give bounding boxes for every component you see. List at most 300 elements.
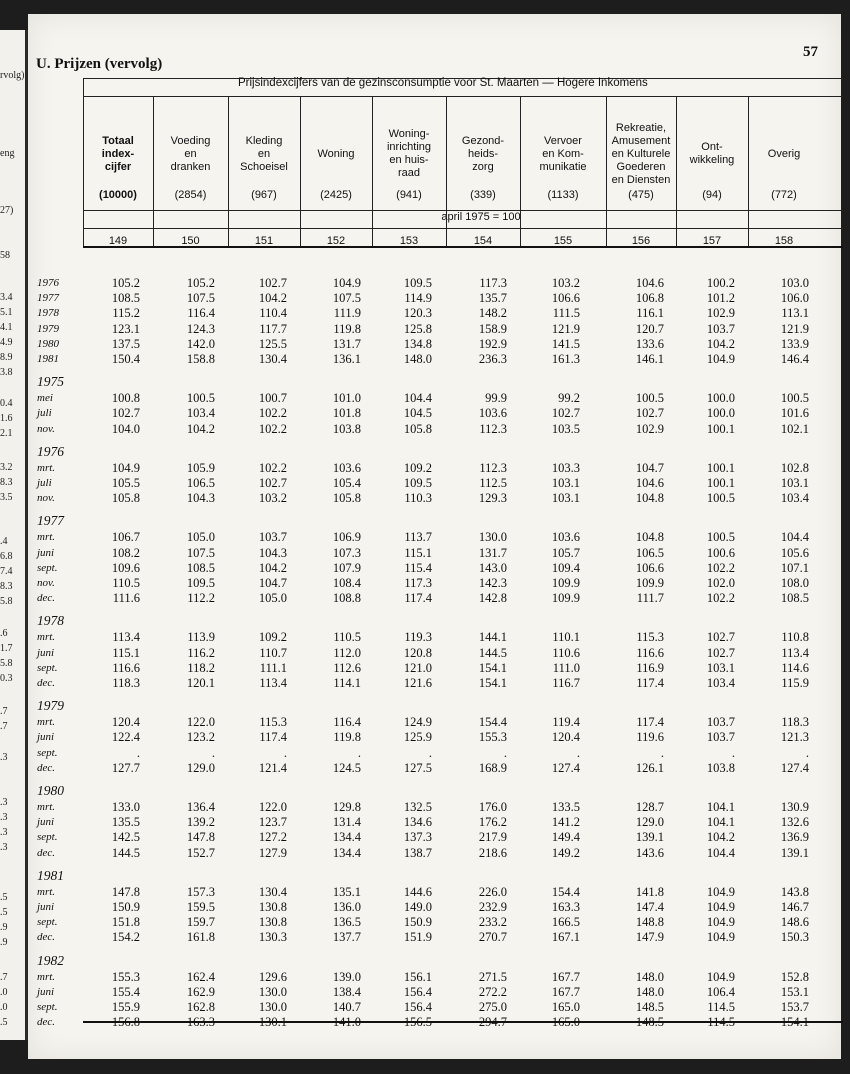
- column-weight: (941): [396, 189, 422, 201]
- table-cell: 105.0: [186, 530, 215, 545]
- table-cell: 123.2: [186, 730, 215, 745]
- table-cell: .: [428, 745, 432, 760]
- table-cell: 129.8: [332, 800, 361, 814]
- column-index: 149: [108, 235, 128, 247]
- table-cell: 167.1: [551, 930, 580, 945]
- table-cell: 113.1: [781, 306, 809, 321]
- table-cell: 104.7: [258, 576, 287, 590]
- column-index: 156: [631, 235, 651, 247]
- column-header-line: en huis-: [389, 154, 429, 166]
- table-cell: 133.5: [551, 800, 580, 814]
- table-cell: 167.7: [551, 969, 580, 984]
- table-cell: 138.4: [332, 984, 361, 999]
- table-cell: 150.3: [780, 930, 809, 945]
- column-index: 150: [181, 235, 200, 247]
- column-separator: [676, 96, 677, 246]
- table-cell: 102.9: [706, 306, 735, 321]
- table-cell: 104.1: [706, 800, 735, 814]
- strip-fragment: 5.8: [0, 658, 13, 669]
- table-cell: 103.1: [551, 476, 580, 490]
- table-cell: 104.2: [706, 336, 735, 351]
- table-cell: 102.1: [780, 421, 809, 436]
- row-label: dec.: [37, 677, 56, 689]
- table-cell: 105.0: [258, 591, 287, 606]
- table-cell: 135.1: [332, 884, 361, 899]
- table-cell: 115.3: [259, 715, 287, 730]
- table-cell: 120.3: [403, 306, 432, 321]
- table-cell: 100.8: [111, 391, 140, 406]
- table-cell: 130.8: [258, 915, 287, 930]
- table-cell: 113.4: [259, 676, 287, 690]
- table-cell: 100.7: [258, 391, 287, 406]
- table-cell: 122.0: [258, 800, 287, 814]
- row-label: mrt.: [37, 970, 56, 983]
- table-cell: 103.8: [332, 421, 361, 436]
- table-cell: 105.2: [111, 276, 140, 290]
- table-cell: 104.9: [706, 930, 735, 945]
- table-cell: 122.4: [111, 730, 140, 745]
- table-cell: 113.9: [187, 630, 215, 645]
- column-header-line: en Kulturele: [611, 147, 671, 160]
- table-title: Prijsindexcijfers van de gezinsconsumptie voor St. Maarten — Hogere Inkomens: [238, 77, 648, 89]
- table-cell: 141.5: [551, 336, 580, 351]
- table-cell: 112.3: [479, 421, 507, 436]
- table-cell: 270.7: [478, 930, 507, 945]
- table-cell: 154.4: [478, 715, 507, 730]
- table-cell: 102.0: [706, 576, 735, 590]
- table-cell: 110.3: [404, 491, 432, 506]
- table-cell: 130.8: [258, 900, 287, 914]
- year-group-label: 1982: [37, 952, 64, 968]
- table-cell: 105.5: [111, 476, 140, 490]
- table-cell: 104.3: [258, 545, 287, 560]
- table-cell: 127.9: [258, 845, 287, 860]
- column-separator: [153, 96, 154, 246]
- table-cell: 100.6: [706, 545, 735, 560]
- table-cell: 154.1: [780, 1015, 809, 1030]
- table-cell: 119.3: [404, 630, 432, 645]
- table-cell: 136.5: [332, 915, 361, 930]
- table-cell: 113.7: [404, 530, 432, 545]
- table-cell: 148.8: [635, 915, 664, 930]
- table-cell: 100.5: [780, 391, 809, 406]
- table-cell: 107.9: [332, 560, 361, 575]
- table-cell: 110.5: [112, 576, 140, 590]
- table-cell: 148.5: [635, 1000, 664, 1014]
- table-cell: 146.1: [635, 352, 664, 366]
- column-header-line: Schoeisel: [240, 160, 288, 173]
- column-index: 152: [326, 235, 346, 247]
- column-header-line: en: [257, 147, 271, 160]
- table-cell: 101.8: [332, 406, 361, 421]
- table-cell: 120.4: [111, 715, 140, 730]
- table-cell: 118.3: [112, 676, 140, 690]
- table-cell: 147.9: [635, 930, 664, 945]
- table-cell: 116.7: [552, 676, 580, 690]
- table-cell: 109.5: [403, 476, 432, 490]
- row-label: dec.: [37, 1016, 56, 1029]
- table-cell: 102.7: [258, 476, 287, 490]
- table-cell: 129.0: [186, 760, 215, 775]
- table-cell: 114.9: [404, 291, 432, 306]
- table-cell: 226.0: [478, 884, 507, 899]
- strip-fragment: .7: [0, 721, 8, 732]
- table-cell: 105.6: [780, 545, 809, 560]
- table-cell: 114.6: [781, 660, 809, 675]
- table-cell: 148.5: [635, 1015, 664, 1030]
- column-index: 157: [702, 235, 722, 247]
- table-cell: 103.8: [706, 760, 735, 775]
- table-cell: 114.1: [333, 676, 361, 690]
- strip-fragment: .3: [0, 797, 8, 808]
- table-cell: 106.8: [635, 291, 664, 306]
- table-cell: 143.8: [780, 884, 809, 899]
- strip-fragment: eng: [0, 148, 15, 159]
- table-cell: 130.9: [780, 800, 809, 814]
- table-cell: 156.5: [403, 1015, 432, 1030]
- table-cell: 142.5: [111, 830, 140, 845]
- table-cell: 143.0: [478, 560, 507, 575]
- table-cell: 154.1: [478, 660, 507, 675]
- table-cell: 112.3: [479, 460, 507, 475]
- row-label: mrt.: [37, 801, 56, 813]
- table-cell: 113.4: [112, 630, 140, 645]
- row-label: sept.: [37, 916, 58, 929]
- table-cell: 106.7: [111, 530, 140, 545]
- table-cell: 155.3: [478, 730, 507, 745]
- table-cell: 131.7: [332, 336, 361, 351]
- table-cell: 109.6: [111, 560, 140, 575]
- table-cell: 158.8: [186, 352, 215, 366]
- table-cell: 135.7: [478, 291, 507, 306]
- table-cell: 119.8: [333, 321, 361, 336]
- row-label: dec.: [37, 592, 56, 605]
- table-cell: 134.4: [332, 830, 361, 845]
- column-header-line: Overig: [767, 147, 801, 160]
- column-weight: (10000): [99, 189, 137, 201]
- table-cell: 148.2: [478, 306, 507, 321]
- table-cell: 103.4: [186, 406, 215, 421]
- table-cell: 103.2: [258, 491, 287, 506]
- table-cell: 102.7: [706, 645, 735, 660]
- column-index: 155: [553, 235, 573, 247]
- row-label: mei: [37, 392, 53, 405]
- table-cell: 100.1: [706, 476, 735, 490]
- row-label: mrt.: [37, 716, 56, 729]
- table-cell: 233.2: [478, 915, 507, 930]
- strip-fragment: .3: [0, 842, 8, 853]
- table-cell: 120.4: [551, 730, 580, 745]
- base-rule: [83, 228, 843, 229]
- table-cell: 139.1: [635, 830, 664, 845]
- table-cell: 109.2: [258, 630, 287, 645]
- table-cell: 99.9: [485, 391, 507, 406]
- table-cell: 104.8: [635, 491, 664, 506]
- table-cell: 132.6: [780, 815, 809, 830]
- table-cell: 126.1: [635, 760, 664, 775]
- strip-fragment: 4.9: [0, 337, 13, 348]
- table-cell: 115.1: [404, 545, 432, 560]
- strip-fragment: 3.2: [0, 462, 13, 473]
- table-cell: 150.4: [111, 352, 140, 366]
- adjacent-page-strip: [0, 30, 28, 1040]
- column-index: 153: [399, 235, 419, 247]
- table-cell: 135.5: [111, 815, 140, 830]
- table-cell: 125.8: [403, 321, 432, 336]
- strip-fragment: 0.3: [0, 673, 13, 684]
- strip-fragment: 8.3: [0, 581, 13, 592]
- table-cell: 104.6: [635, 476, 664, 490]
- table-cell: 117.4: [636, 715, 664, 730]
- table-cell: 136.1: [332, 352, 361, 366]
- column-header-line: Ont-: [701, 141, 723, 153]
- document-page: [28, 14, 841, 1059]
- column-header: [228, 135, 300, 174]
- table-cell: 103.7: [706, 730, 735, 745]
- table-cell: 104.2: [706, 830, 735, 845]
- strip-fragment: 1.7: [0, 643, 13, 654]
- table-cell: 104.7: [635, 460, 664, 475]
- table-cell: 120.7: [635, 321, 664, 336]
- table-cell: 111.1: [259, 660, 287, 675]
- section-title: U. Prijzen (vervolg): [36, 56, 163, 72]
- row-label: 1981: [37, 353, 59, 365]
- table-cell: 119.8: [333, 730, 361, 745]
- table-cell: 134.6: [403, 815, 432, 830]
- column-header: [372, 128, 446, 180]
- row-label: dec.: [37, 761, 56, 774]
- column-weight: (2425): [320, 189, 352, 201]
- table-cell: 139.2: [186, 815, 215, 830]
- table-cell: 144.6: [403, 884, 432, 899]
- table-cell: 104.5: [403, 406, 432, 421]
- table-cell: 163.3: [551, 900, 580, 914]
- table-cell: 275.0: [478, 1000, 507, 1014]
- column-index: 151: [254, 235, 274, 247]
- row-label: sept.: [37, 661, 58, 674]
- table-cell: 104.9: [706, 915, 735, 930]
- table-cell: 115.2: [112, 306, 140, 321]
- row-label: juni: [37, 901, 55, 913]
- table-cell: 105.9: [186, 460, 215, 475]
- column-header-line: Amusement: [611, 134, 671, 147]
- table-cell: 115.4: [404, 560, 432, 575]
- table-cell: 127.4: [551, 760, 580, 775]
- table-cell: 110.1: [552, 630, 580, 645]
- table-cell: 127.7: [111, 760, 140, 775]
- column-index: 154: [473, 235, 493, 247]
- column-weight: (339): [470, 189, 496, 201]
- column-header-line: Totaal: [102, 134, 134, 147]
- table-cell: 116.6: [112, 660, 140, 675]
- column-header-line: cijfer: [104, 160, 132, 173]
- table-cell: 102.2: [706, 560, 735, 575]
- table-cell: 165.0: [551, 1015, 580, 1030]
- table-cell: 102.8: [780, 460, 809, 475]
- column-header-line: en Kom-: [542, 147, 584, 160]
- row-label: mrt.: [37, 461, 56, 474]
- table-cell: 104.2: [186, 421, 215, 436]
- table-cell: 123.1: [111, 321, 140, 336]
- table-cell: 136.4: [186, 800, 215, 814]
- table-cell: 121.9: [551, 321, 580, 336]
- table-cell: 132.5: [403, 800, 432, 814]
- table-cell: 112.2: [187, 591, 215, 606]
- table-cell: 114.5: [707, 1000, 735, 1014]
- table-cell: 218.6: [478, 845, 507, 860]
- table-cell: 104.4: [403, 391, 432, 406]
- column-header: [676, 141, 748, 167]
- table-cell: 105.2: [186, 276, 215, 290]
- table-cell: .: [576, 745, 580, 760]
- table-cell: 104.4: [780, 530, 809, 545]
- table-cell: 110.4: [259, 306, 287, 321]
- column-header: [83, 135, 153, 174]
- table-cell: 192.9: [478, 336, 507, 351]
- table-cell: .: [357, 745, 361, 760]
- column-header-line: Woning-: [388, 128, 430, 140]
- strip-fragment: 6.8: [0, 551, 13, 562]
- table-cell: 103.6: [332, 460, 361, 475]
- table-cell: 104.1: [706, 815, 735, 830]
- table-cell: .: [805, 745, 809, 760]
- table-cell: 106.9: [332, 530, 361, 545]
- row-label: dec.: [37, 931, 56, 944]
- table-cell: 100.5: [186, 391, 215, 406]
- table-cell: 103.4: [780, 491, 809, 506]
- table-cell: 232.9: [478, 900, 507, 914]
- table-cell: 105.8: [111, 491, 140, 506]
- strip-fragment: 4.1: [0, 322, 13, 333]
- table-cell: 140.7: [332, 1000, 361, 1014]
- table-cell: 111.0: [552, 660, 580, 675]
- table-cell: 103.6: [478, 406, 507, 421]
- table-cell: 159.5: [186, 900, 215, 914]
- strip-fragment: 3.8: [0, 367, 13, 378]
- table-cell: 141.2: [551, 815, 580, 830]
- strip-fragment: 0.4: [0, 398, 13, 409]
- table-cell: 118.3: [781, 715, 809, 730]
- table-cell: 108.2: [111, 545, 140, 560]
- row-label: juni: [37, 546, 55, 559]
- table-cell: 156.1: [403, 969, 432, 984]
- table-cell: 149.0: [403, 900, 432, 914]
- table-cell: 116.4: [333, 715, 361, 730]
- table-cell: 105.8: [403, 421, 432, 436]
- strip-fragment: 1.6: [0, 413, 13, 424]
- table-cell: 102.7: [706, 630, 735, 645]
- strip-fragment: .9: [0, 937, 8, 948]
- table-cell: 113.4: [781, 645, 809, 660]
- strip-fragment: .7: [0, 972, 8, 983]
- table-cell: 103.1: [551, 491, 580, 506]
- table-cell: 155.3: [111, 969, 140, 984]
- table-cell: 161.8: [186, 930, 215, 945]
- strip-fragment: 8.9: [0, 352, 13, 363]
- column-header-line: raad: [397, 167, 421, 179]
- table-cell: 103.6: [551, 530, 580, 545]
- table-cell: 154.2: [111, 930, 140, 945]
- table-cell: 110.6: [552, 645, 580, 660]
- strip-fragment: 3.5: [0, 492, 13, 503]
- table-cell: 100.5: [706, 530, 735, 545]
- strip-fragment: 2.1: [0, 428, 13, 439]
- table-cell: 102.2: [706, 591, 735, 606]
- strip-fragment: rvolg): [0, 70, 25, 81]
- table-cell: 102.7: [258, 276, 287, 290]
- table-left-rule: [83, 78, 84, 246]
- column-separator: [300, 96, 301, 246]
- table-cell: 100.5: [635, 391, 664, 406]
- table-cell: 162.4: [186, 969, 215, 984]
- page-number: 57: [803, 44, 818, 60]
- table-cell: 156.4: [403, 984, 432, 999]
- table-cell: 125.5: [258, 336, 287, 351]
- column-header: [446, 135, 520, 174]
- table-cell: 117.4: [259, 730, 287, 745]
- table-cell: 161.3: [551, 352, 580, 366]
- column-header-line: zorg: [472, 160, 494, 173]
- column-weight: (475): [628, 189, 654, 201]
- table-cell: 111.9: [333, 306, 361, 321]
- column-index: 158: [774, 235, 794, 247]
- table-cell: 104.9: [111, 460, 140, 475]
- column-separator: [228, 96, 229, 246]
- table-cell: 147.8: [186, 830, 215, 845]
- year-group-label: 1976: [37, 443, 64, 459]
- table-cell: 103.1: [706, 660, 735, 675]
- table-cell: 123.7: [258, 815, 287, 830]
- table-cell: 142.8: [478, 591, 507, 606]
- table-cell: 131.7: [478, 545, 507, 560]
- table-cell: 124.9: [403, 715, 432, 730]
- table-cell: 125.9: [403, 730, 432, 745]
- table-cell: 156.8: [111, 1015, 140, 1030]
- table-cell: 108.5: [780, 591, 809, 606]
- table-cell: 118.2: [187, 660, 215, 675]
- table-cell: 102.2: [258, 421, 287, 436]
- row-label: nov.: [37, 422, 55, 435]
- table-cell: 109.9: [635, 576, 664, 590]
- table-cell: 116.1: [636, 306, 664, 321]
- column-weight: (1133): [547, 189, 579, 201]
- column-header-line: en Diensten: [611, 173, 671, 186]
- row-label: sept.: [37, 831, 58, 844]
- table-cell: 109.9: [551, 576, 580, 590]
- base-period: april 1975 = 100: [441, 211, 521, 223]
- table-cell: 103.0: [780, 276, 809, 290]
- table-cell: 109.4: [551, 560, 580, 575]
- table-cell: 121.4: [258, 760, 287, 775]
- table-cell: 272.2: [478, 984, 507, 999]
- table-cell: 105.4: [332, 476, 361, 490]
- table-cell: 115.3: [636, 630, 664, 645]
- table-cell: 104.3: [186, 491, 215, 506]
- table-cell: .: [660, 745, 664, 760]
- table-cell: 129.3: [478, 491, 507, 506]
- table-cell: 103.1: [780, 476, 809, 490]
- column-header-line: munikatie: [539, 160, 587, 173]
- table-cell: 106.0: [780, 291, 809, 306]
- table-cell: 236.3: [478, 352, 507, 366]
- table-cell: 120.1: [186, 676, 215, 690]
- table-cell: 104.6: [635, 276, 664, 290]
- row-label: juli: [37, 407, 52, 420]
- table-cell: 129.0: [635, 815, 664, 830]
- strip-fragment: .0: [0, 987, 8, 998]
- strip-fragment: .5: [0, 907, 8, 918]
- table-cell: 109.2: [403, 460, 432, 475]
